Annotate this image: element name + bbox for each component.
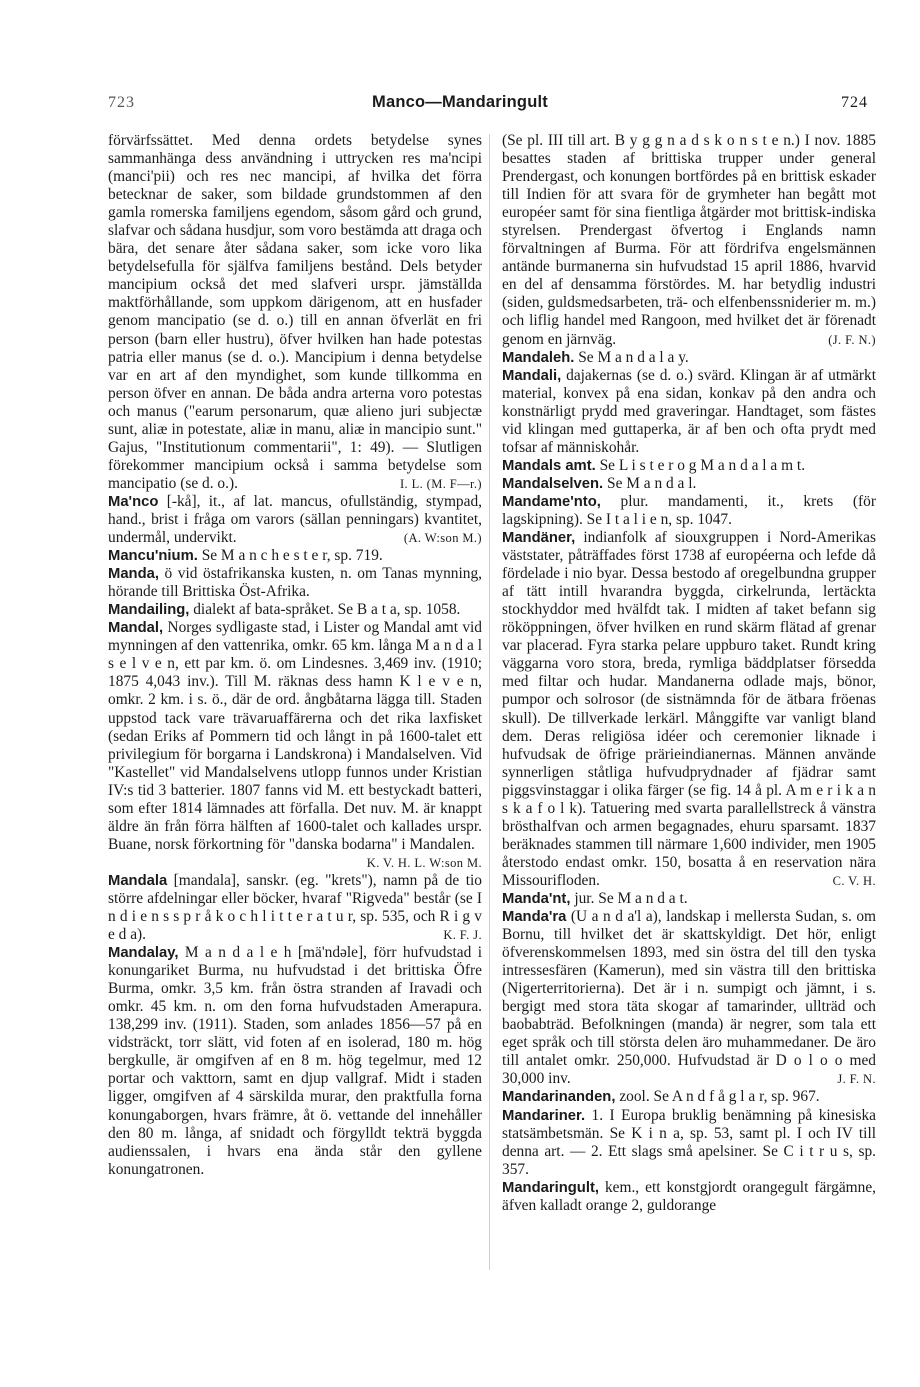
entry-text: Se M a n d a l a y. xyxy=(574,348,689,366)
entry-mandali xyxy=(502,367,876,457)
entry-text: (U a n d a'l a), landskap i mellersta Sudan, s. om Bornu, till hvilket det är skattskyldigt. Det hör, enligt öfverenskommelsen 1893, med sin östra del till den tyska intressesfären (Kamerun), med sin västra till den brittiska (Nigerterritorierna). Det är i n. sumpigt och jämnt, i s. bergigt med stora täta skogar af tamarinder, ullträd och baobabträd. Befolkningen (manda) är negrer, som tala ett eget språk och till största delen äro muhammedaner. De äro till antalet omkr. 250,000. Hufvudstad är D o l o o med 30,000 inv. xyxy=(502,908,876,1088)
page-header xyxy=(0,94,920,120)
entry-text: [-kå], it., af lat. mancus, ofullständig, stympad, hand., brist i fråga om varors (sällan penningars) kvantitet, undermål, undervikt. xyxy=(108,492,482,547)
author-signature: K. V. H. L. W:son M. xyxy=(366,855,482,870)
entry-continuation xyxy=(108,132,482,493)
entry-headword: Mandals amt. xyxy=(502,457,596,474)
entry-text: Se M a n d a l. xyxy=(603,474,697,492)
entry-text: ö vid östafrikanska kusten, n. om Tanas mynning, hörande till Brittiska Öst-Afrika. xyxy=(108,565,482,601)
entry-headword: Mancu'nium. xyxy=(108,548,198,565)
entry-manco xyxy=(108,493,482,547)
entry-headword: Manda'ra xyxy=(502,909,567,926)
entry-text: [mandala], sanskr. (eg. "krets"), namn på de tio större afdelningar eller böcker, hvaraf "Rigveda" består (se I n d i e n s s p r å k o c h l i t t e r a t u r, sp. 535, och R i g v e d a). xyxy=(108,871,482,944)
entry-text: Se M a n c h e s t e r, sp. 719. xyxy=(197,547,383,565)
entry-manda xyxy=(108,565,482,601)
entry-headword: Mandali, xyxy=(502,367,562,384)
entry-mandarinanden xyxy=(502,1088,876,1106)
entry-headword: Mandarinanden, xyxy=(502,1089,616,1106)
entry-headword: Manda'nt, xyxy=(502,890,571,907)
page-number-left: 723 xyxy=(108,94,135,111)
author-signature: (J. F. N.) xyxy=(828,332,876,347)
entry-text: M a n d a l e h [mä'ndəle], förr hufvudstad i konungariket Burma, nu hufvudstad i det brittiska Öfre Burma, omkr. 3,5 km. från östra stranden af Iravadi och omkr. 45 km. n. om den forna hufvudstaden Amerapura. 138,299 inv. (1911). Staden, som anlades 1856—57 på en vidsträckt, torr slätt, vid foten af en isolerad, 180 m. hög bergkulle, är omgifven af en 8 m. hög tegelmur, med 12 portar och vakttorn, samt en djup vallgraf. Midt i staden ligger, omgifven af 4 särskilda murar, den praktfulla forna konungaborgen, hvars främre, åt ö. vettande del innehåller den 80 m. långa, af snidadt och förgylldt tekträ byggda audienssalen, i hvars ena ända står den gyllene konungatronen. xyxy=(108,944,482,1178)
entry-mancunium xyxy=(108,547,482,565)
running-head: Manco—Mandaringult xyxy=(372,93,548,111)
entry-headword: Mandailing, xyxy=(108,602,190,619)
entry-headword: Mandäner, xyxy=(502,530,576,547)
entry-text: dialekt af bata-språket. Se B a t a, sp. 1058. xyxy=(189,601,461,619)
entry-mandamento xyxy=(502,493,876,529)
author-signature: K. F. J. xyxy=(443,928,482,943)
entry-headword: Mandal, xyxy=(108,620,164,637)
entry-mandalay xyxy=(108,944,482,1179)
author-signature: C. V. H. xyxy=(832,873,876,888)
author-signature: J. F. N. xyxy=(837,1072,876,1087)
entry-headword: Mandalay, xyxy=(108,945,179,962)
left-column xyxy=(108,132,482,1179)
entry-mandaleh xyxy=(502,349,876,367)
author-signature: (A. W:son M.) xyxy=(403,531,482,546)
entry-headword: Mandala xyxy=(108,872,168,889)
entry-mandalselven xyxy=(502,475,876,493)
entry-headword: Ma'nco xyxy=(108,493,159,510)
entry-mandara xyxy=(502,908,876,1088)
entry-headword: Mandaleh. xyxy=(502,349,575,366)
entry-headword: Mandame'nto, xyxy=(502,493,601,510)
author-signature: I. L. (M. F—r.) xyxy=(399,476,482,491)
entry-text: indianfolk af siouxgruppen i Nord-Amerikas väststater, påträffades först 1738 af européerna och lefde då fördelade i nio byar. Dessa bestodo af oregelbundna grupper af tätt intill hvarandra byggda, cirkelrunda, lertäckta stockhyddor med hvälfdt tak. I midten af taket befann sig rököppningen, öfver hvilken en rund skärm flätad af grenar var placerad. Fyra starka pelare uppburo taket. Rundt kring väggarna voro stora, breda, rymliga bäddplatser försedda med filtar och hudar. Mandanerna odlade majs, bönor, pumpor och solrosor (de sistnämnda för de ätbara fröenas skull). De tillverkade lerkärl. Månggifte var vanligt bland dem. Deras religiösa idéer och ceremonier liknade i hufvudsak de öfrige prärieindianernas. Männen använde synnerligen ståtliga hufvudprydnader af fjädrar samt piggsvinstaggar i olika färger (se fig. 14 å pl. A m e r i k a n s k a f o l k). Tatuering med svarta parallellstreck å vänstra brösthalfvan och armen begagnades, ehuru sparsamt. 1837 beräknades stammen till närmare 1,600 individer, men 1905 återstodo endast omkr. 150, bosatta å en reservation nära Missourifloden. xyxy=(502,529,876,889)
entry-mandalay-continued xyxy=(502,132,876,349)
entry-text: zool. Se A n d f å g l a r, sp. 967. xyxy=(615,1088,820,1106)
entry-text: Se L i s t e r o g M a n d a l a m t. xyxy=(595,456,806,474)
entry-text: jur. Se M a n d a t. xyxy=(570,889,688,907)
entry-mandariner xyxy=(502,1107,876,1179)
entry-mandaringult xyxy=(502,1179,876,1215)
entry-text: 1. I Europa bruklig benämning på kinesiska statsämbetsmän. Se K i n a, sp. 53, samt pl. I och IV till denna art. — 2. Ett slags små apelsiner. Se C i t r u s, sp. 357. xyxy=(502,1106,876,1178)
page-number-right: 724 xyxy=(841,94,868,111)
entry-text: Norges sydligaste stad, i Lister og Mandal amt vid mynningen af den vattenrika, omkr. 65 km. långa M a n d a l s e l v e n, ett par km. ö. om Lindesnes. 3,469 inv. (1910; 1875 4,043 inv.). Till M. räknas dess hamn K l e v e n, omkr. 2 km. i s. ö., där de ord. ångbåtarna lägga till. Staden uppstod tack vare trävaruaffärerna och det rika laxfisket (sedan Eriks af Pommern tid och långt in på 1600-talet ett privilegium för borgarna i Landskrona) i Mandalselven. Vid "Kastellet" vid Mandalselvens utlopp funnos under Kristian IV:s tid 3 batterier. 1807 fanns vid M. ett bestyckadt batteri, som efter 1814 lämnades att förfalla. Det nuv. M. är knappt äldre än från förra hälften af 1600-talet och kallades urspr. Buane, norsk förkortning för "danska bodarna" i Mandalen. xyxy=(108,619,482,853)
column-divider xyxy=(489,134,490,1270)
entry-headword: Mandariner. xyxy=(502,1107,586,1124)
entry-text: kem., ett konstgjordt orangegult färgämne, äfven kalladt orange 2, guldorange xyxy=(502,1178,876,1214)
entry-headword: Mandaringult, xyxy=(502,1179,599,1196)
entry-mandant xyxy=(502,890,876,908)
entry-mandala xyxy=(108,872,482,944)
entry-headword: Manda, xyxy=(108,566,159,583)
entry-text: (Se pl. III till art. B y g g n a d s k o n s t e n.) I nov. 1885 besattes staden af brittiska trupper under general Prendergast, och konungen bortfördes på en brittisk eskader till Indien för att svara för de grymheter han begått mot européer samt för sina fientliga åtgärder mot brittisk-indiska styrelsen. Prendergast öfvertog i Englands namn förvaltningen af Burma. För att fördrifva engelsmännen antände burmanerna sin hufvudstad 15 april 1886, hvarvid en del af densamma förstördes. M. har betydlig industri (siden, guldsmedsarbeten, trä- och elfenbenssniderier m. m.) och liflig handel med Rangoon, med hvilket det är förenadt genom en järnväg. xyxy=(502,132,876,348)
entry-mandals-amt xyxy=(502,457,876,475)
entry-mandal xyxy=(108,619,482,872)
entry-headword: Mandalselven. xyxy=(502,475,604,492)
entry-mandailing xyxy=(108,601,482,619)
right-column xyxy=(502,132,876,1215)
entry-text: plur. mandamenti, it., krets (för lagskipning). Se I t a l i e n, sp. 1047. xyxy=(502,492,876,528)
entry-mandaner xyxy=(502,529,876,890)
entry-text: dajakernas (se d. o.) svärd. Klingan är af utmärkt material, konvex på ena sidan, konkav på den andra och konstnärligt prydd med graveringar. Handtaget, som fästes vid klingan med guttaperka, är af ben och ofta prydt med tofsar af människohår. xyxy=(502,366,876,456)
entry-text: förvärfssättet. Med denna ordets betydelse synes sammanhänga dess användning i uttrycken res ma'ncipi (manci'pii) och res nec mancipi, af hvilka det förra betecknar de saker, som bildade grundstommen af den gamla romerska familjens egendom, såsom gård och grund, slafvar och sådana husdjur, som voro bestämda att draga och bära, det senare åter sådana saker, som icke voro lika betydelsefulla för själfva familjens bestånd. Dels betyder mancipium också det med slafveri urspr. jämställda maktförhållande, som uppkom därigenom, att en husfader genom mancipatio (se d. o.) till en annan öfverlät en fri person (barn eller hustru), öfver hvilken han hade potestas patria eller manus (se d. o.). Mancipium i denna betydelse var en art af den myndighet, som kunde tillkomma en person öfver en annan. De båda andra arterna voro potestas och manus ("earum personarum, quæ alieno juri subjectæ sunt, aliæ in potestate, aliæ in manu, aliæ in mancipio sunt." Gajus, "Institutionum commentarii", 1: 49). — Slutligen förekommer mancipium också i samma betydelse som mancipatio (se d. o.). xyxy=(108,132,482,492)
